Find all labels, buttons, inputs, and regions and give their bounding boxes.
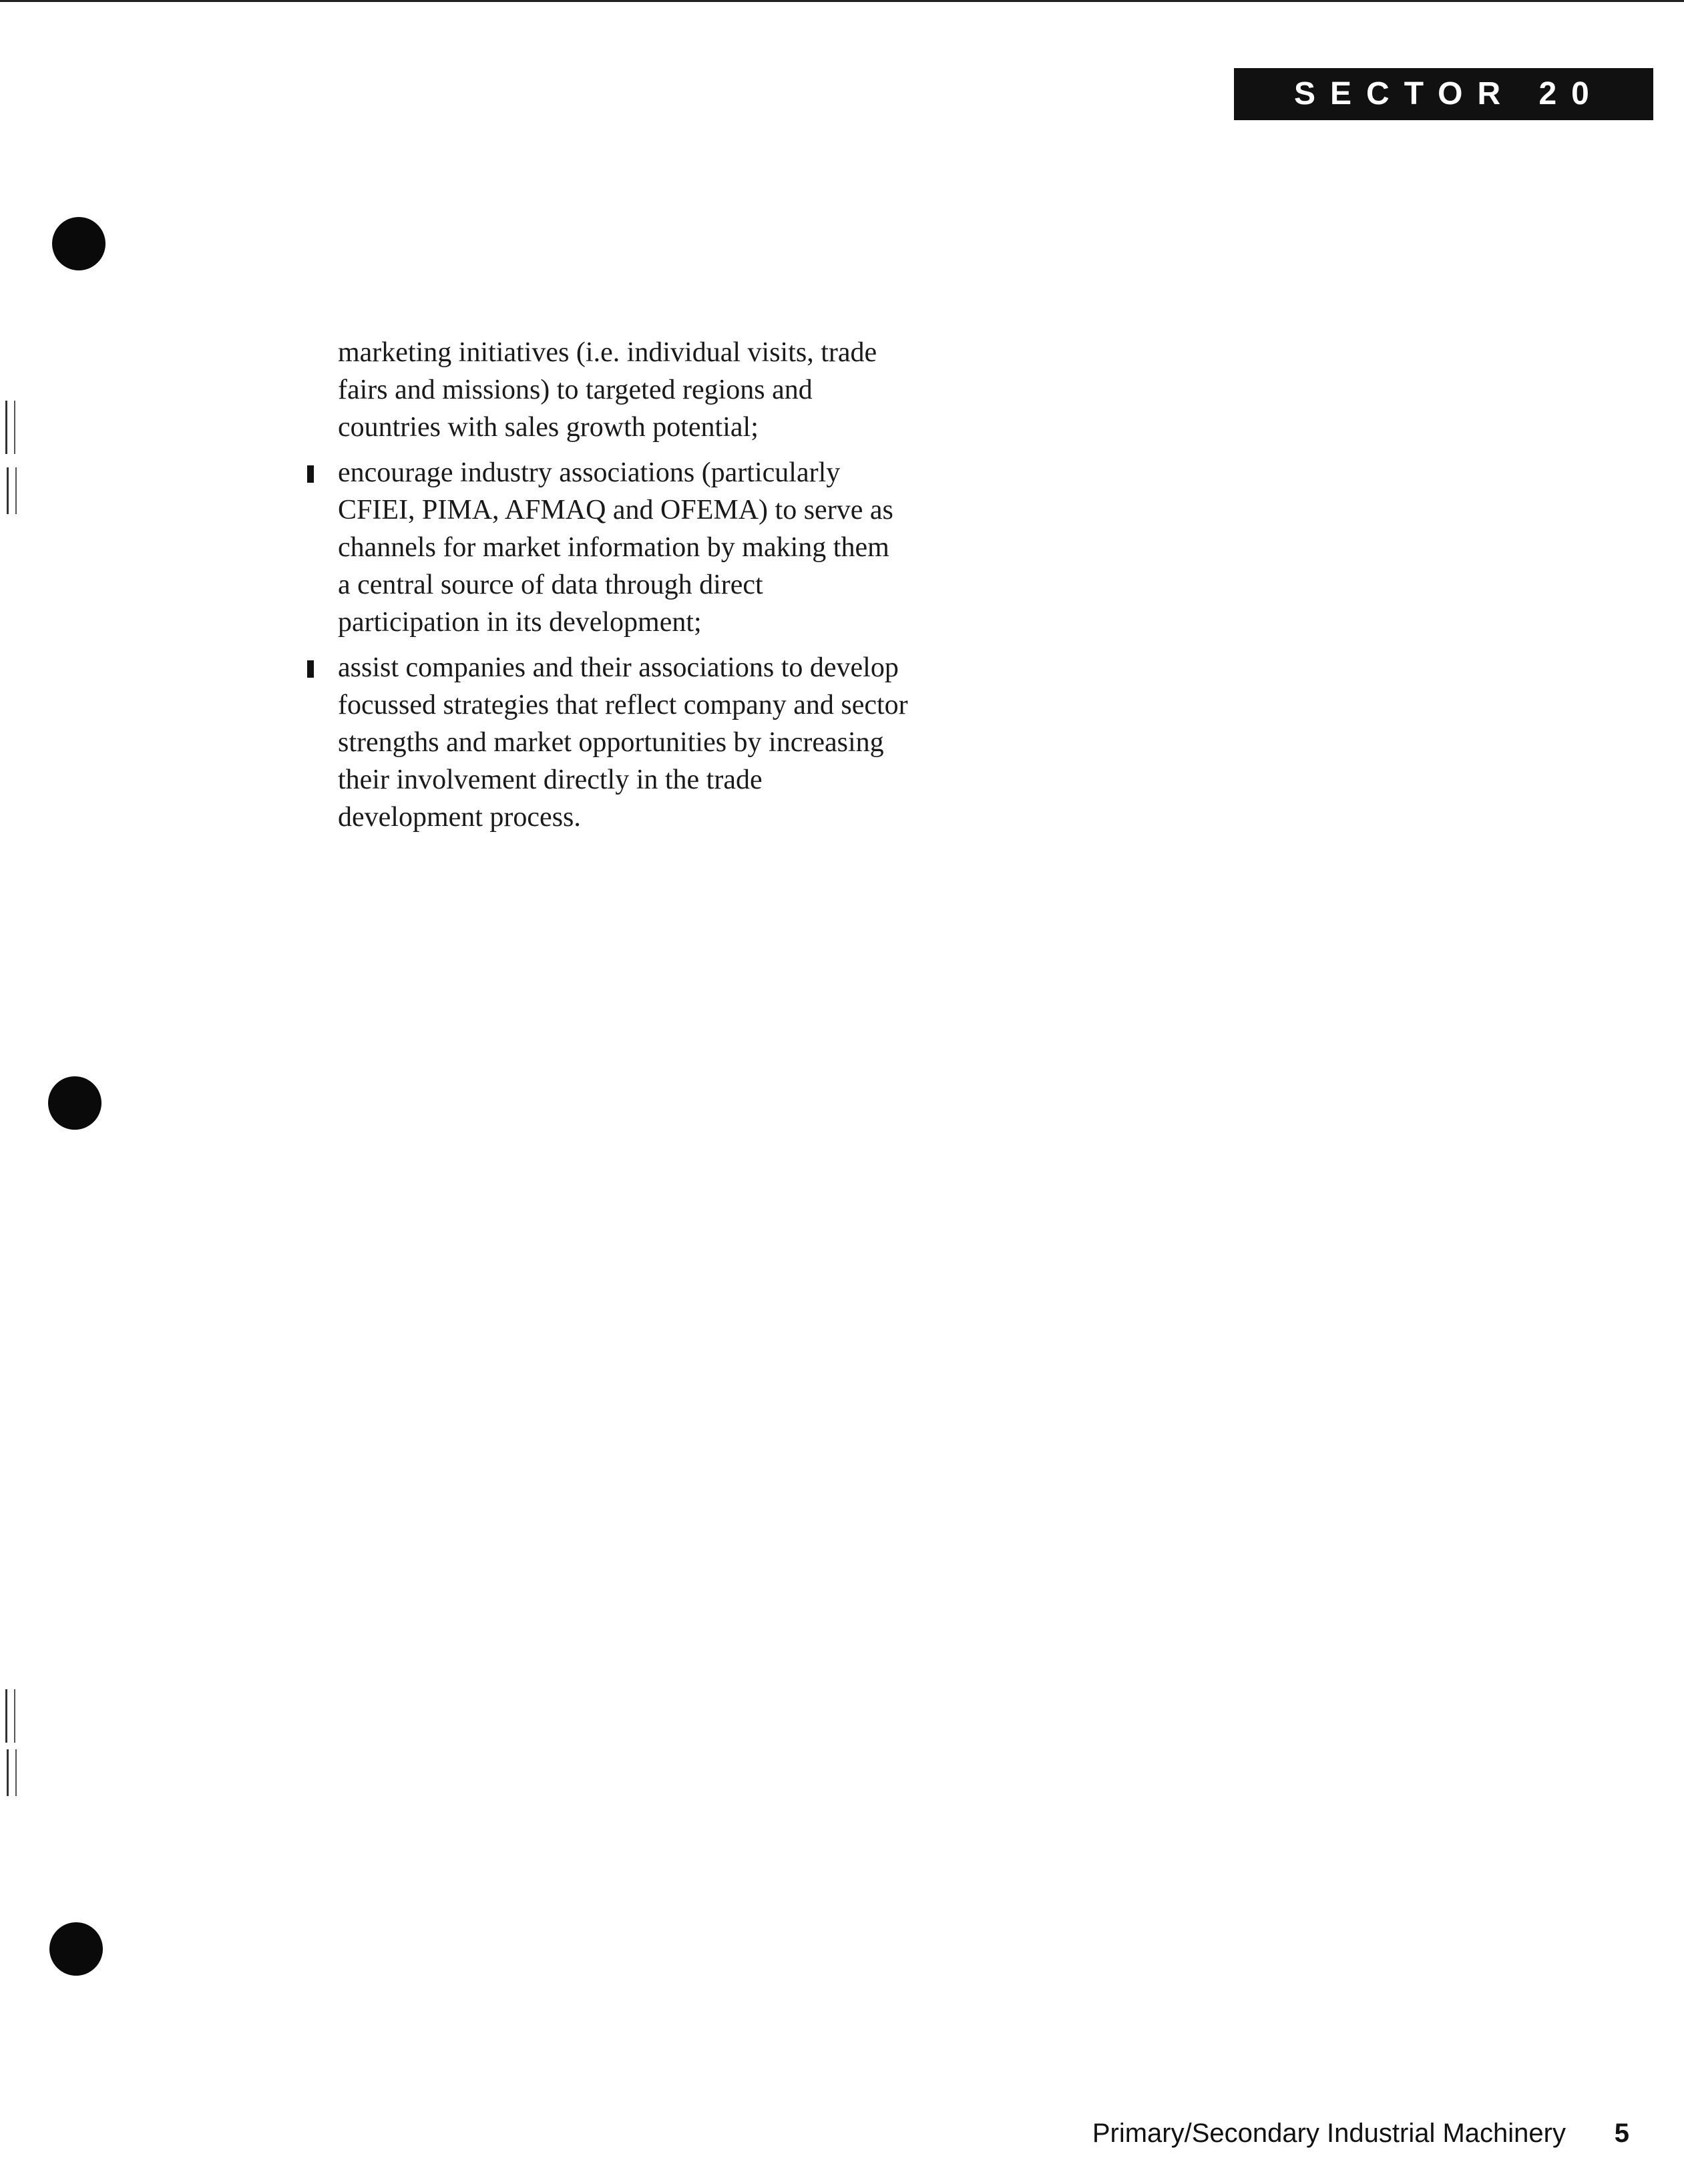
bullet-text: assist companies and their associations to develop focussed strategies that reflect company and sector strengths and market opportunities by increasing their involvement directly in the trade development process. (338, 652, 908, 833)
binder-hole-top (52, 217, 106, 270)
scan-edge-mark (5, 1689, 15, 1743)
footer-title: Primary/Secondary Industrial Machinery (1092, 2119, 1566, 2148)
bullet-text: encourage industry associations (particularly CFIEI, PIMA, AFMAQ and OFEMA) to serve as channels for market information by making them a central source of data through direct participation in its development; (338, 457, 893, 638)
bullet-item (338, 454, 908, 641)
scan-edge-mark (7, 1749, 17, 1796)
binder-hole-middle (48, 1076, 101, 1130)
bullet-marker-icon (307, 660, 314, 678)
scan-edge-mark (7, 467, 17, 514)
bullet-marker-icon (307, 465, 314, 483)
continuation-paragraph: marketing initiatives (i.e. individual visits, trade fairs and missions) to targeted regions and countries with sales growth potential; (338, 337, 877, 443)
page-footer (1002, 2113, 1629, 2153)
body-text (294, 334, 908, 844)
bullet-item (338, 649, 908, 836)
page-number: 5 (1614, 2119, 1629, 2148)
sector-banner: SECTOR 20 (1234, 68, 1653, 120)
binder-hole-bottom (49, 1922, 103, 1976)
top-rule (0, 0, 1684, 2)
scan-edge-mark (5, 401, 15, 454)
